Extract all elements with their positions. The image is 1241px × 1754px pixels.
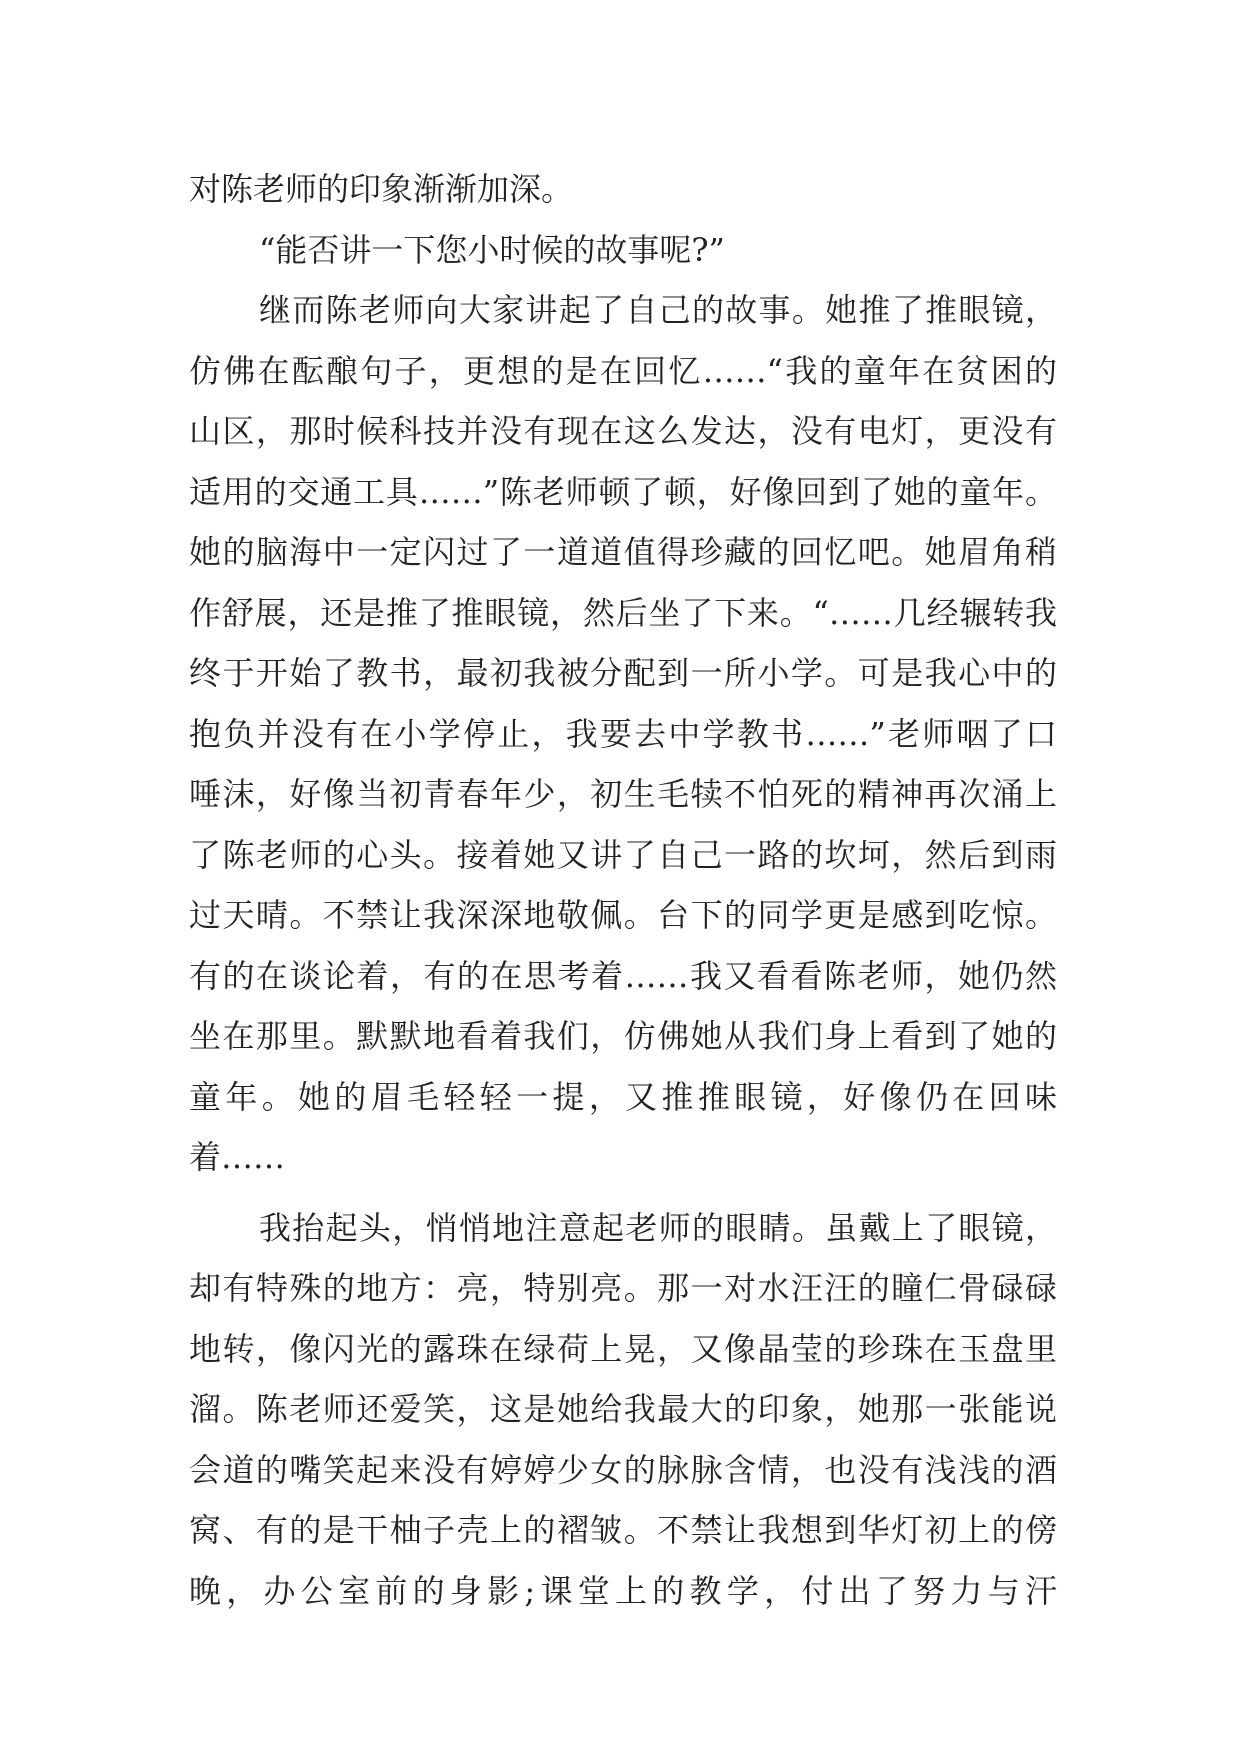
text-line: 了陈老师的心头。接着她又讲了自己一路的坎坷，然后到雨	[189, 835, 1057, 874]
text-line: 山区，那时候科技并没有现在这么发达，没有电灯，更没有	[189, 412, 1057, 450]
text-line: “能否讲一下您小时候的故事呢?”	[259, 230, 725, 269]
text-line: 唾沫，好像当初青春年少，初生毛犊不怕死的精神再次涌上	[189, 775, 1057, 813]
text-line: 作舒展，还是推了推眼镜，然后坐了下来。“……几经辗转我	[189, 593, 1057, 632]
text-line: 继而陈老师向大家讲起了自己的故事。她推了推眼镜，	[259, 291, 1057, 329]
text-line: 却有特殊的地方：亮，特别亮。那一对水汪汪的瞳仁骨碌碌	[189, 1269, 1057, 1307]
text-line: 有的在谈论着，有的在思考着……我又看看陈老师，她仍然	[189, 956, 1057, 995]
text-line: 童年。她的眉毛轻轻一提，又推推眼镜，好像仍在回味	[189, 1077, 1057, 1116]
text-line: 她的脑海中一定闪过了一道道值得珍藏的回忆吧。她眉角稍	[189, 533, 1057, 571]
paragraph-gap	[189, 1188, 1057, 1198]
text-line: 晚，办公室前的身影;课堂上的教学，付出了努力与汗	[189, 1571, 1057, 1610]
text-line: 坐在那里。默默地看着我们，仿佛她从我们身上看到了她的	[189, 1017, 1057, 1055]
text-line: 仿佛在酝酿句子，更想的是在回忆……“我的童年在贫困的	[189, 351, 1057, 390]
text-line: 窝、有的是干柚子壳上的褶皱。不禁让我想到华灯初上的傍	[189, 1511, 1057, 1549]
text-line: 终于开始了教书，最初我被分配到一所小学。可是我心中的	[189, 654, 1057, 692]
text-line: 适用的交通工具……”陈老师顿了顿，好像回到了她的童年。	[189, 472, 1057, 511]
text-line: 地转，像闪光的露珠在绿荷上晃，又像晶莹的珍珠在玉盘里	[189, 1329, 1057, 1368]
text-line: 我抬起头，悄悄地注意起老师的眼睛。虽戴上了眼镜，	[259, 1208, 1057, 1247]
text-line: 着……	[189, 1138, 286, 1176]
text-line: 溜。陈老师还爱笑，这是她给我最大的印象，她那一张能说	[189, 1390, 1057, 1428]
text-line: 抱负并没有在小学停止，我要去中学教书……”老师咽了口	[189, 714, 1057, 753]
text-line: 对陈老师的印象渐渐加深。	[189, 170, 574, 208]
text-line: 会道的嘴笑起来没有婷婷少女的脉脉含情，也没有浅浅的酒	[189, 1450, 1057, 1489]
text-line: 过天晴。不禁让我深深地敬佩。台下的同学更是感到吃惊。	[189, 896, 1057, 934]
document-body	[189, 159, 1057, 1621]
